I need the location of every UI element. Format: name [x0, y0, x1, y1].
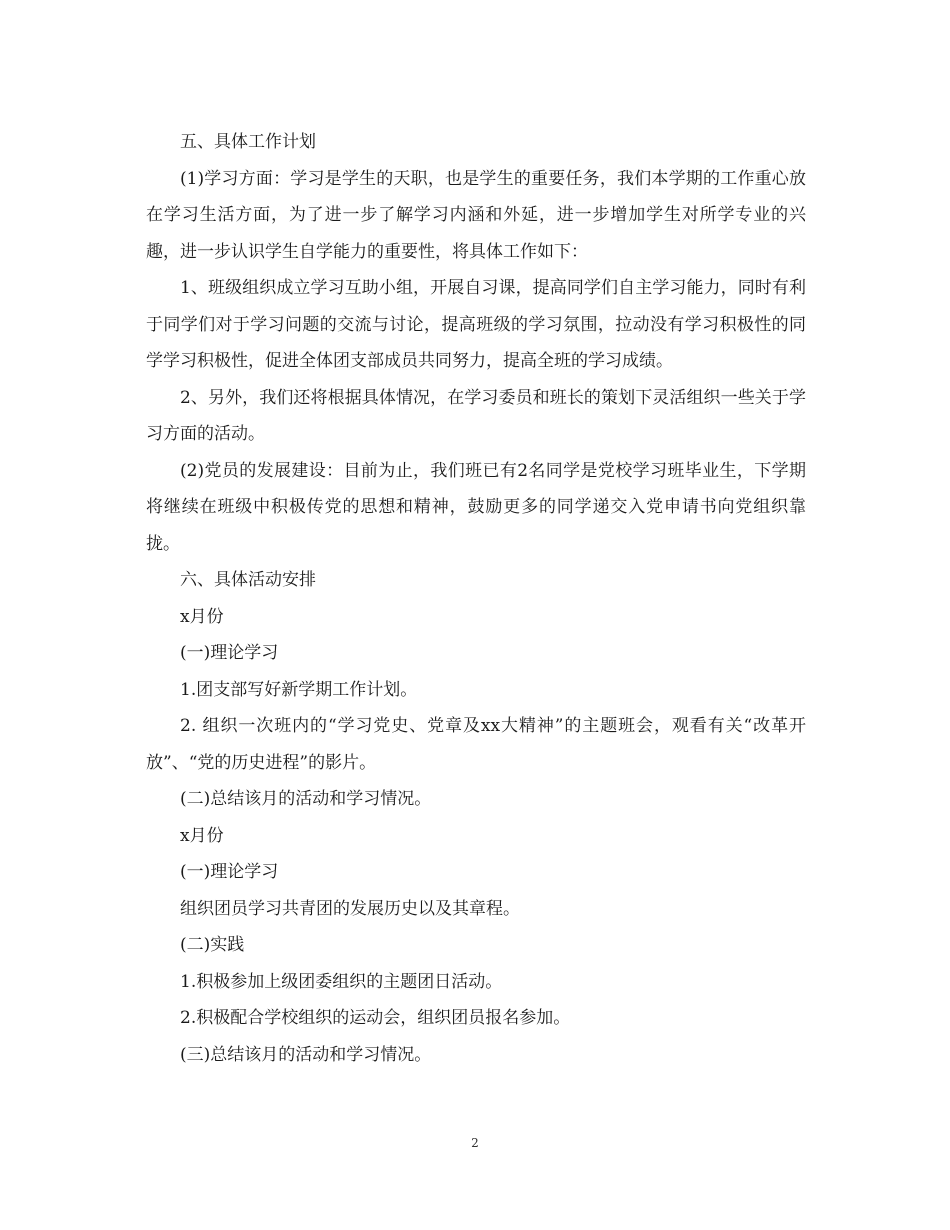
paragraph-study-group: 1、班级组织成立学习互助小组，开展自习课，提高同学们自主学习能力，同时有利于同学们对于学习问题的交流与讨论，提高班级的学习氛围，拉动没有学习积极性的同学学习积极性，促进全体团支部成员共同努力，提高全班的学习成绩。 [146, 278, 806, 371]
subheading-theory-study: (一)理论学习 [180, 862, 279, 882]
subheading-theory-study: (一)理论学习 [180, 643, 279, 663]
list-item: 1.团支部写好新学期工作计划。 [180, 679, 418, 700]
page-content [146, 124, 806, 1073]
subheading-practice: (二)实践 [180, 935, 245, 955]
list-item: 1.积极参加上级团委组织的主题团日活动。 [180, 971, 503, 992]
section-heading-work-plan: 五、具体工作计划 [180, 132, 316, 152]
month-label: x月份 [180, 606, 224, 627]
paragraph-study-aspect: (1)学习方面：学习是学生的天职，也是学生的重要任务，我们本学期的工作重心放在学习生活方面，为了进一步了解学习内涵和外延，进一步增加学生对所学专业的兴趣，进一步认识学生自学能力的重要性，将具体工作如下： [146, 168, 806, 262]
subheading-summary: (三)总结该月的活动和学习情况。 [180, 1044, 432, 1065]
page-number: 2 [471, 1136, 479, 1150]
subheading-summary: (二)总结该月的活动和学习情况。 [180, 789, 432, 809]
section-heading-activity-schedule: 六、具体活动安排 [180, 570, 316, 590]
month-label: x月份 [180, 825, 224, 846]
paragraph-league-history: 组织团员学习共青团的发展历史以及其章程。 [180, 898, 520, 919]
list-item: 2. 组织一次班内的“学习党史、党章及xx大精神”的主题班会，观看有关“改革开放”、“党的历史进程”的影片。 [146, 716, 806, 773]
paragraph-study-activities: 2、另外，我们还将根据具体情况，在学习委员和班长的策划下灵活组织一些关于学习方面的活动。 [146, 387, 806, 444]
list-item: 2.积极配合学校组织的运动会，组织团员报名参加。 [180, 1008, 571, 1028]
paragraph-party-development: (2)党员的发展建设：目前为止，我们班已有2名同学是党校学习班毕业生，下学期将继续在班级中积极传党的思想和精神，鼓励更多的同学递交入党申请书向党组织靠拢。 [146, 460, 806, 554]
